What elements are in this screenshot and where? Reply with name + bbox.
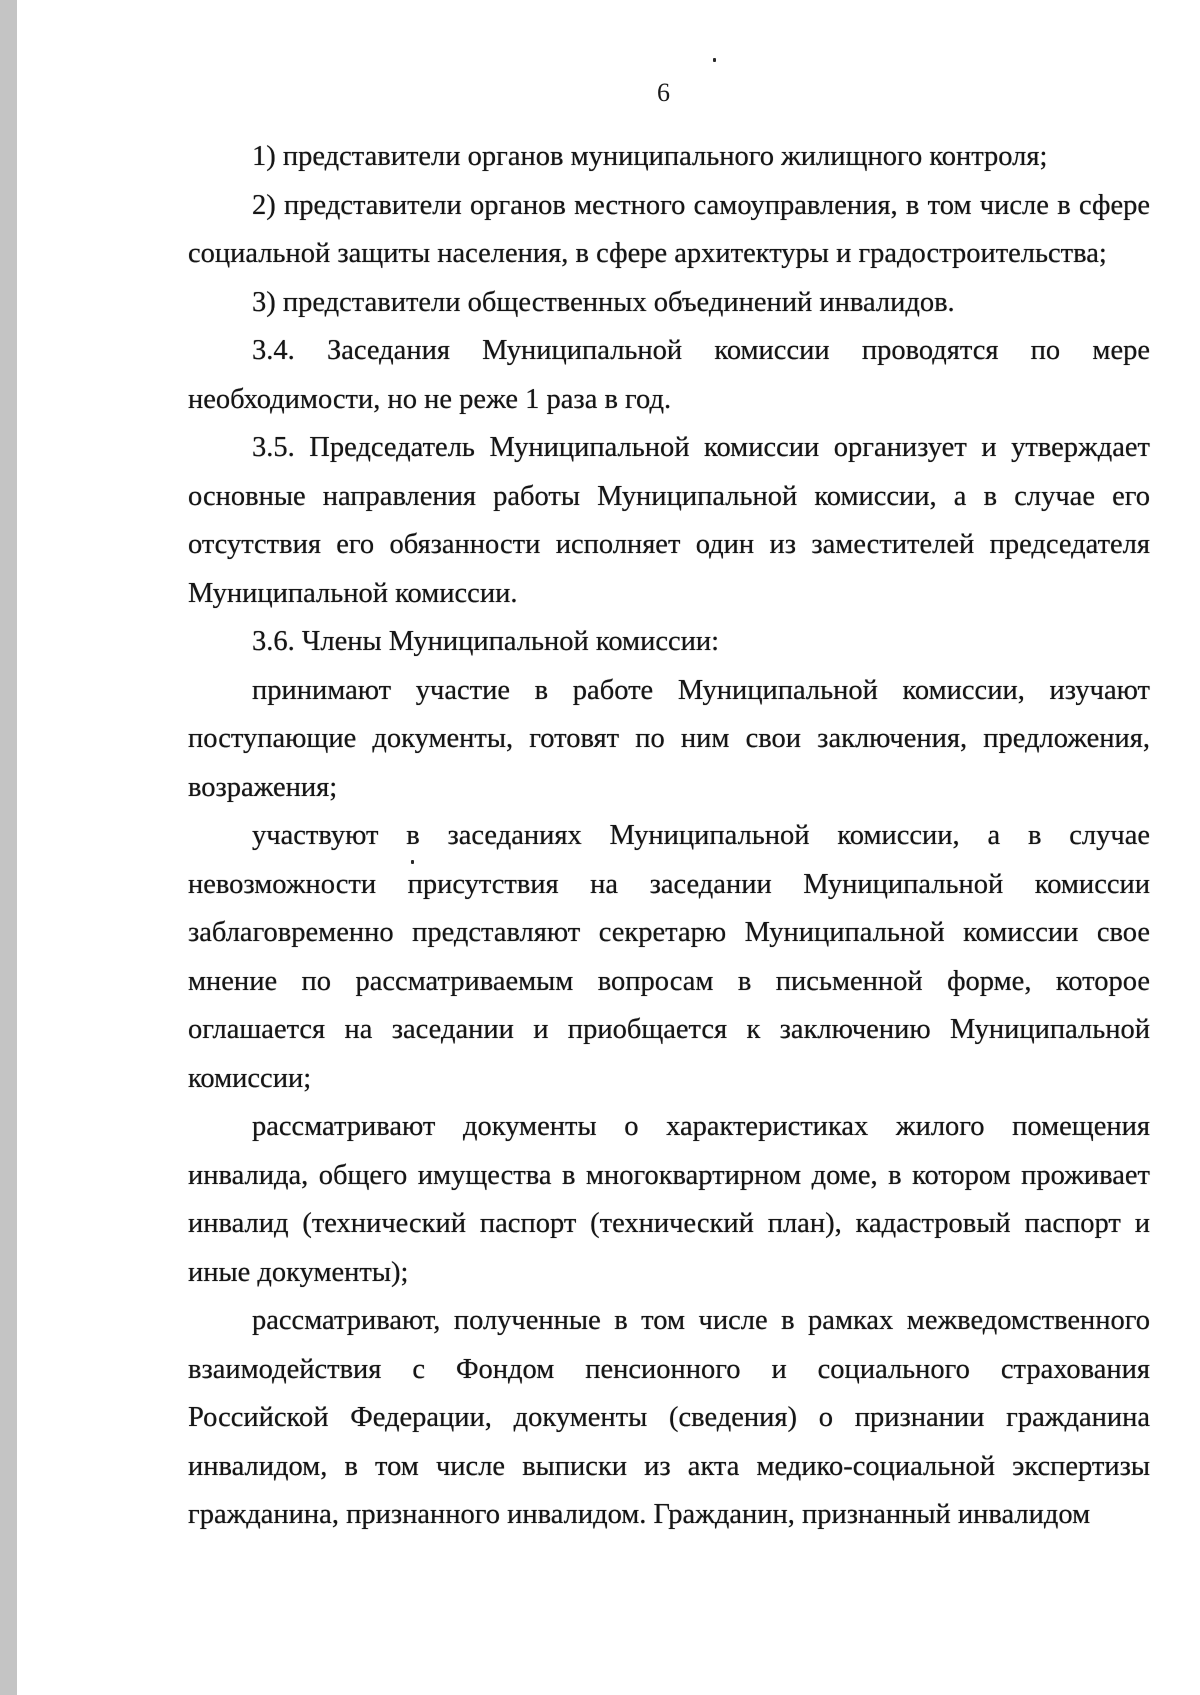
document-body: [188, 133, 1150, 1540]
paragraph-review-received: рассматривают, полученные в том числе в рамках межведомственного взаимодействия с Фондом пенсионного и социального страхования Российской Федерации, документы (сведения) о признании гражданина инвалидом, в том числе выписки из акта медико-социальной экспертизы гражданина, признанного инвалидом. Гражданин, признанный инвалидом: [188, 1305, 1150, 1530]
paragraph-public-associations: 3) представители общественных объединений инвалидов.: [252, 286, 955, 318]
paragraph-participate: принимают участие в работе Муниципальной комиссии, изучают поступающие документы, готовят по ним свои заключения, предложения, возражения;: [188, 674, 1150, 803]
paragraph-local-government: 2) представители органов местного самоуправления, в том числе в сфере социальной защиты населения, в сфере архитектуры и градостроительства;: [188, 189, 1150, 269]
paragraph-review-documents: рассматривают документы о характеристиках жилого помещения инвалида, общего имущества в многоквартирном доме, в котором проживает инвалид (технический паспорт (технический план), кадастровый паспорт и иные документы);: [188, 1111, 1150, 1288]
paragraph-3-5: 3.5. Председатель Муниципальной комиссии организует и утверждает основные направления работы Муниципальной комиссии, а в случае его отсутствия его обязанности исполняет один из заместителей председателя Муниципальной комиссии.: [188, 432, 1150, 609]
paragraph-3-4: 3.4. Заседания Муниципальной комиссии проводятся по мере необходимости, но не реже 1 раза в год.: [188, 335, 1150, 415]
paragraph-housing-control: 1) представители органов муниципального жилищного контроля;: [252, 141, 1048, 172]
scan-edge: [0, 0, 17, 1695]
paragraph-3-6: 3.6. Члены Муниципальной комиссии:: [252, 626, 720, 657]
scan-speck: [713, 58, 716, 62]
document-page: [17, 0, 1200, 1695]
scan-speck: [411, 860, 414, 864]
paragraph-attend-meetings: участвуют в заседаниях Муниципальной комиссии, а в случае невозможности присутствия на заседании Муниципальной комиссии заблаговременно представляют секретарю Муниципальной комиссии свое мнение по рассматриваемым вопросам в письменной форме, которое оглашается на заседании и приобщается к заключению Муниципальной комиссии;: [188, 820, 1150, 1094]
page-number: 6: [657, 78, 670, 107]
